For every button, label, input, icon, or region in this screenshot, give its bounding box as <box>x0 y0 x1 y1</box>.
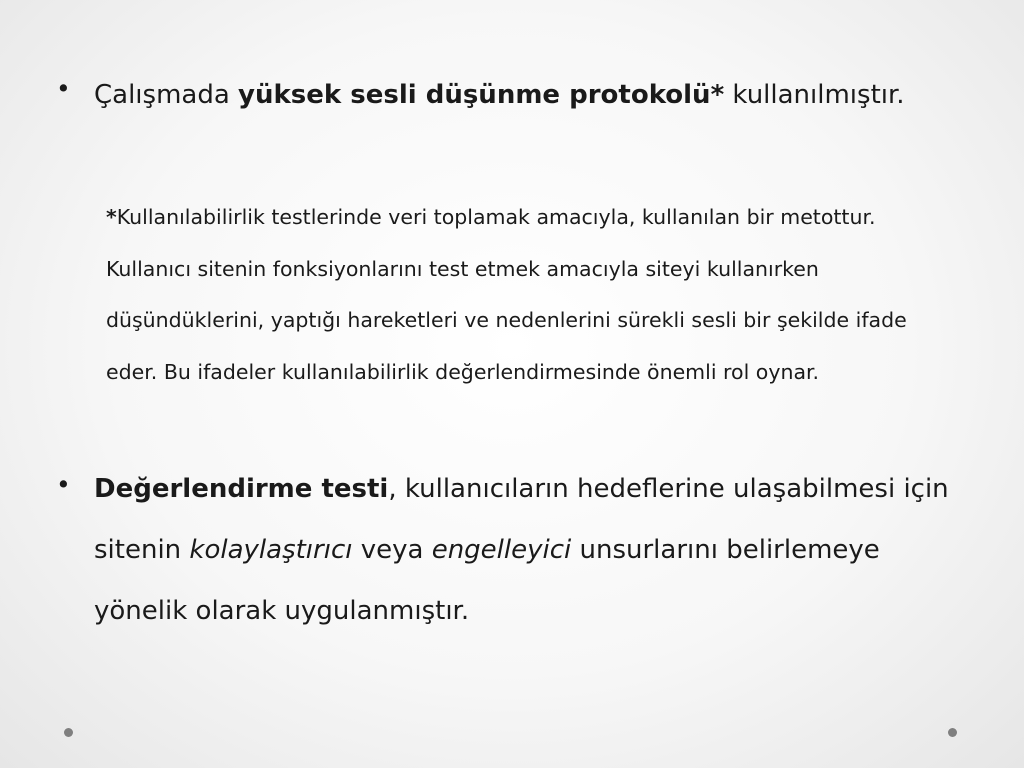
bullet-2-part2: veya <box>352 535 432 565</box>
bullet-2-italic-2: engelleyici <box>431 535 572 565</box>
bullet-2-bold: Değerlendirme testi <box>94 474 389 504</box>
bullet-1-text <box>94 65 974 126</box>
bullet-2-part3: unsurlarını belirlemeye yönelik olarak uygulanmıştır. <box>94 535 880 626</box>
bullet-1-pre: Çalışmada <box>94 80 239 110</box>
bullet-2-part1: , kullanıcıların hedeflerine ulaşabilmesi için sitenin <box>94 474 949 565</box>
bullet-1-post: kullanılmıştır. <box>724 80 905 110</box>
footnote-paragraph <box>106 192 946 398</box>
bullet-2-text <box>94 459 974 642</box>
bullet-2-italic-1: kolaylaştırıcı <box>189 535 353 565</box>
bullet-1-bold: yüksek sesli düşünme protokolü* <box>238 80 725 110</box>
footnote-text: Kullanılabilirlik testlerinde veri toplamak amacıyla, kullanılan bir metottur. Kullanıcı sitenin fonksiyonlarını test etmek amacıyla siteyi kullanırken düşündüklerini, yaptığı hareketleri ve nedenlerini sürekli sesli bir şekilde ifade eder. Bu ifadeler kullanılabilirlik değerlendirmesinde önemli rol oynar. <box>106 205 907 384</box>
bullet-marker-2: • <box>56 470 71 499</box>
decorative-dot-left <box>64 728 73 737</box>
decorative-dot-right <box>948 728 957 737</box>
bullet-marker-1: • <box>56 74 71 103</box>
footnote-star: * <box>106 205 117 229</box>
